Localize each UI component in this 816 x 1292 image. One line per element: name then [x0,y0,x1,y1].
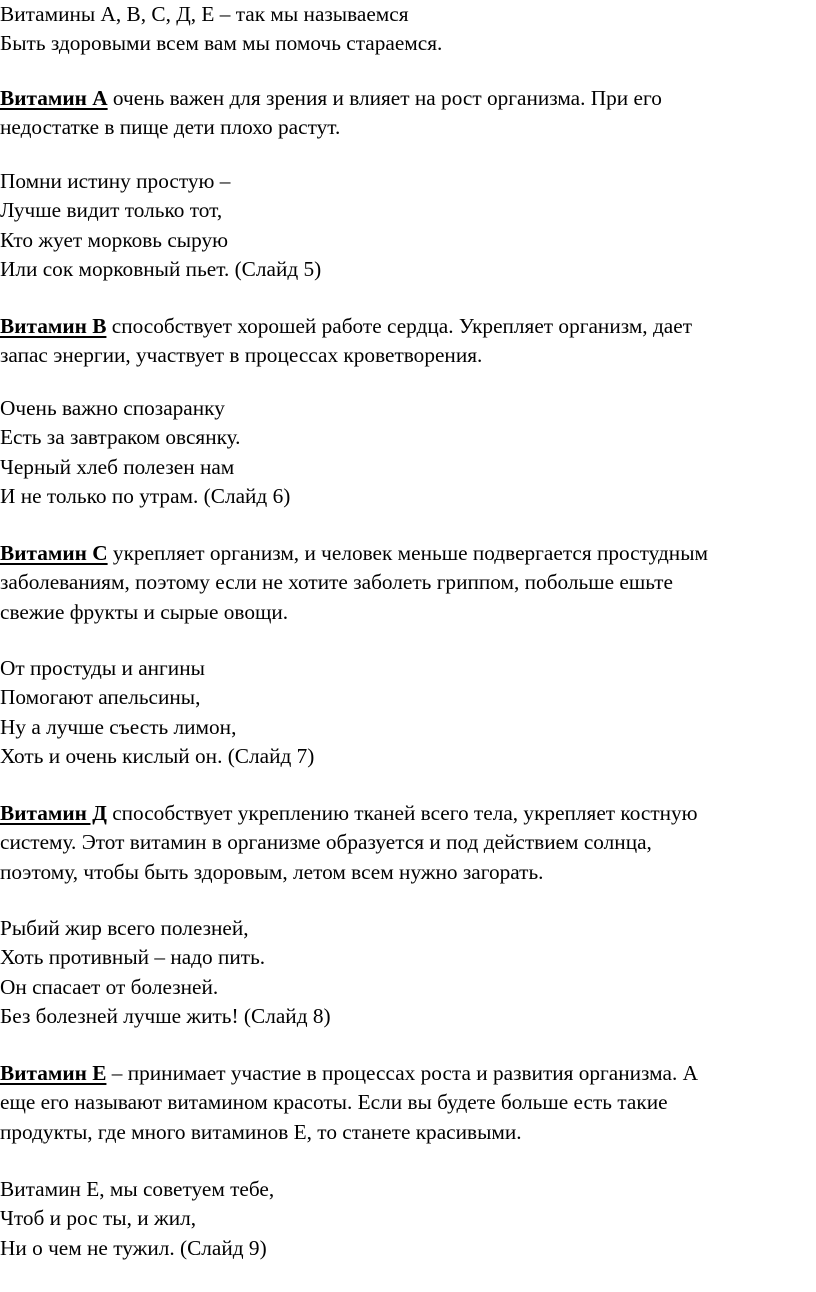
paragraph-text: укрепляет организм, и человек меньше подвергается простудным [107,541,708,565]
poem-line: Очень важно спозаранку [0,396,225,420]
poem-line: От простуды и ангины [0,656,205,680]
paragraph-line: недостатке в пище дети плохо растут. [0,115,341,140]
vitamin-d-description [0,799,816,887]
vitamin-c-poem [0,654,816,771]
vitamin-a-term: Витамин А [0,86,108,110]
poem-line: Ни о чем не тужил. (Слайд 9) [0,1235,267,1260]
vitamin-e-description [0,1059,816,1147]
poem-line: И не только по утрам. (Слайд 6) [0,483,291,508]
paragraph-line [0,1059,816,1088]
poem-line: Лучше видит только тот, [0,198,223,223]
vitamin-c-description [0,539,816,627]
paragraph-line [0,539,816,568]
paragraph-text: очень важен для зрения и влияет на рост организма. При его [107,86,662,110]
poem-line: Помогают апельсины, [0,685,201,710]
paragraph-line [0,312,816,341]
poem-line: Рыбий жир всего полезней, [0,916,249,940]
paragraph-line: продукты, где много витаминов Е, то станете красивыми. [0,1119,522,1144]
poem-line: Есть за завтраком овсянку. [0,425,241,450]
poem-line: Или сок морковный пьет. (Слайд 5) [0,256,322,281]
poem-line: Чтоб и рос ты, и жил, [0,1206,197,1231]
poem-line: Без болезней лучше жить! (Слайд 8) [0,1003,331,1028]
paragraph-line: заболеваниям, поэтому если не хотите заболеть гриппом, побольше ешьте [0,570,673,595]
paragraph-text: – принимает участие в процессах роста и развития организма. А [106,1061,698,1085]
paragraph-text: способствует укреплению тканей всего тела, укрепляет костную [106,801,698,825]
poem-line: Черный хлеб полезен нам [0,454,235,479]
paragraph-line: еще его называют витамином красоты. Если вы будете больше есть такие [0,1090,668,1115]
poem-line: Помни истину простую – [0,169,231,193]
vitamin-b-term: Витамин В [0,314,107,338]
intro-line: Быть здоровыми всем вам мы помочь стараемся. [0,31,443,56]
paragraph-line [0,84,816,113]
paragraph-line: систему. Этот витамин в организме образуется и под действием солнца, [0,830,652,855]
paragraph-text: способствует хорошей работе сердца. Укрепляет организм, дает [106,314,692,338]
vitamin-e-poem [0,1175,816,1263]
vitamin-b-poem [0,394,816,511]
vitamin-d-poem [0,914,816,1031]
paragraph-line [0,799,816,828]
paragraph-line: свежие фрукты и сырые овощи. [0,599,289,624]
poem-line: Он спасает от болезней. [0,974,219,999]
poem-line: Ну а лучше съесть лимон, [0,714,237,739]
vitamin-e-term: Витамин Е [0,1061,107,1085]
poem-line: Хоть противный – надо пить. [0,945,266,970]
paragraph-line: запас энергии, участвует в процессах кроветворения. [0,343,483,368]
intro-poem [0,0,816,59]
vitamin-d-term: Витамин Д [0,801,107,825]
intro-line: Витамины А, В, С, Д, Е – так мы называемся [0,2,409,26]
vitamin-a-description [0,84,816,143]
vitamin-a-poem [0,167,816,284]
poem-line: Кто жует морковь сырую [0,227,229,252]
poem-line: Витамин Е, мы советуем тебе, [0,1177,275,1201]
paragraph-line: поэтому, чтобы быть здоровым, летом всем нужно загорать. [0,859,544,884]
vitamin-b-description [0,312,816,371]
poem-line: Хоть и очень кислый он. (Слайд 7) [0,743,315,768]
vitamin-c-term: Витамин С [0,541,108,565]
